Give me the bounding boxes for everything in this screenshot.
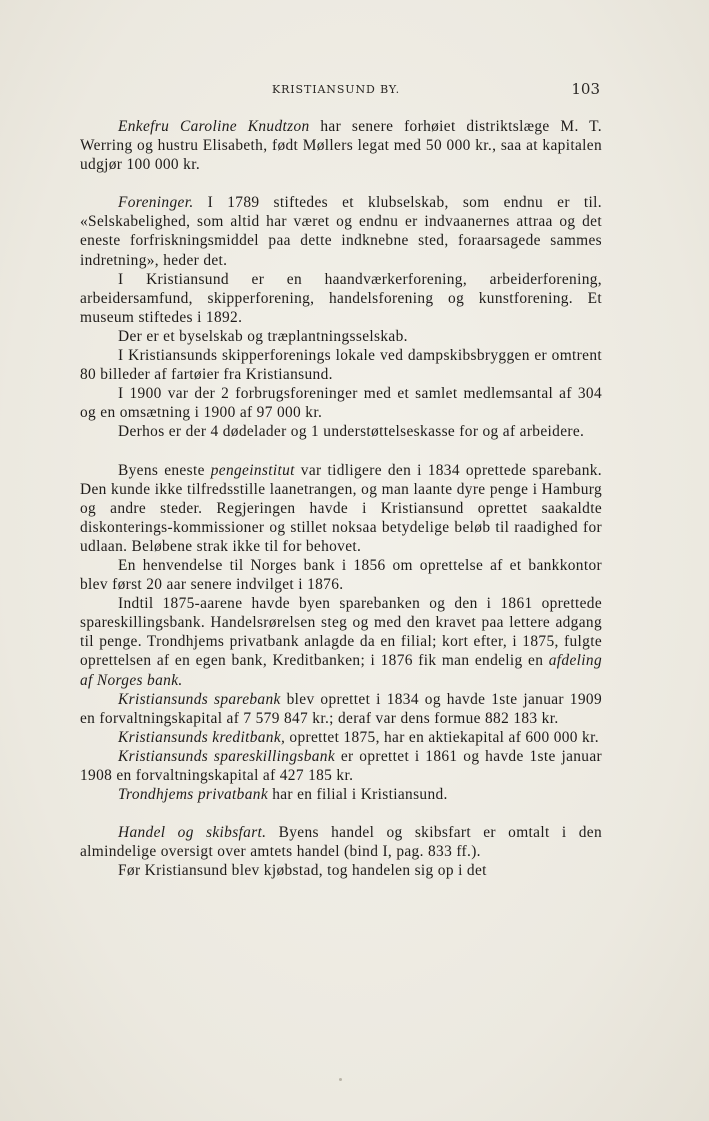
italic-bank-name: Trondhjems privatbank	[118, 786, 268, 804]
body-text	[80, 117, 602, 880]
paragraph-bank: Kristiansunds spareskillingsbank er oprettet i 1861 og havde 1ste januar 1908 en forvaltningskapital af 427 185 kr.	[80, 747, 602, 784]
paragraph: Før Kristiansund blev kjøbstad, tog handelen sig op i det	[118, 862, 487, 880]
section-heading: Foreninger.	[118, 194, 194, 212]
paragraph-bank: Kristiansunds sparebank blev oprettet i 1834 og havde 1ste januar 1909 en forvaltningskapital af 7 579 847 kr.; deraf var dens formue 882 183 kr.	[80, 690, 602, 727]
paragraph-bank: Kristiansunds kreditbank, oprettet 1875, har en aktiekapital af 600 000 kr.	[118, 728, 599, 746]
paragraph-pengeinstitut: Byens eneste pengeinstitut var tidligere den i 1834 oprettede sparebank. Den kunde ikke tilfredsstille laanetrangen, og man laante dyre penge i Hamburg og andre steder. Regjeringen havde i Kristiansund oprettet saakaldte diskonterings-kommissioner og stillet noksaa betydelige beløb til raadighed for udlaan. Beløbene strak ikke til for behovet.	[80, 461, 602, 555]
section-heading: pengeinstitut	[210, 461, 295, 479]
paper-speck	[339, 1078, 342, 1081]
italic-bank-name: Kristiansunds sparebank	[118, 690, 281, 708]
paragraph: I 1900 var der 2 forbrugsforeninger med et samlet medlemsantal af 304 og en omsætning i 1900 af 97 000 kr.	[80, 385, 602, 422]
paragraph-bank: Trondhjems privatbank har en filial i Kristiansund.	[118, 786, 448, 804]
italic-name: Enkefru Caroline Knudtzon	[118, 118, 310, 135]
italic-term: afdeling af Norges bank.	[80, 652, 602, 689]
page-header	[80, 80, 600, 104]
paragraph-legacy: Enkefru Caroline Knudtzon har senere forhøiet distriktslæge M. T. Werring og hustru Elisabeth, født Møllers legat med 50 000 kr., saa at kapitalen udgjør 100 000 kr.	[80, 118, 602, 174]
italic-bank-name: Kristiansunds kreditbank,	[118, 728, 286, 746]
italic-bank-name: Kristiansunds spareskillingsbank	[118, 747, 336, 765]
running-title: KRISTIANSUND BY.	[272, 83, 401, 96]
paragraph: I Kristiansunds skipperforenings lokale ved dampskibsbryggen er omtrent 80 billeder af fartøier fra Kristiansund.	[80, 347, 602, 384]
paragraph: Der er et byselskab og træplantningsselskab.	[118, 327, 408, 345]
page-number: 103	[571, 80, 600, 98]
paragraph: Indtil 1875-aarene havde byen sparebanken og den i 1861 oprettede spareskillingsbank. Handelsrørelsen steg og med den kravet paa lettere adgang til penge. Trondhjems privatbank anlagde da en filial; kort efter, i 1875, fulgte oprettelsen af en egen bank, Kreditbanken; i 1876 fik man endelig en afdeling af Norges bank.	[80, 595, 602, 689]
paragraph: Derhos er der 4 dødelader og 1 understøttelseskasse for og af arbeidere.	[118, 423, 585, 441]
paragraph-foreninger: Foreninger. I 1789 stiftedes et klubselskab, som endnu er til. «Selskabelighed, som altid har været og endnu er indvaanernes attraa og det eneste forfriskningsmiddel paa dette indknebne sted, foraarsagede sammes indretning», heder det.	[80, 194, 602, 269]
section-heading: Handel og skibsfart.	[118, 824, 267, 842]
paragraph: I Kristiansund er en haandværkerforening, arbeiderforening, arbeidersamfund, skipperforening, handelsforening og kunstforening. Et museum stiftedes i 1892.	[80, 270, 602, 326]
paragraph-handel: Handel og skibsfart. Byens handel og skibsfart er omtalt i den almindelige oversigt over amtets handel (bind I, pag. 833 ff.).	[80, 824, 602, 861]
paragraph: En henvendelse til Norges bank i 1856 om oprettelse af et bankkontor blev først 20 aar senere indvilget i 1876.	[80, 556, 602, 594]
